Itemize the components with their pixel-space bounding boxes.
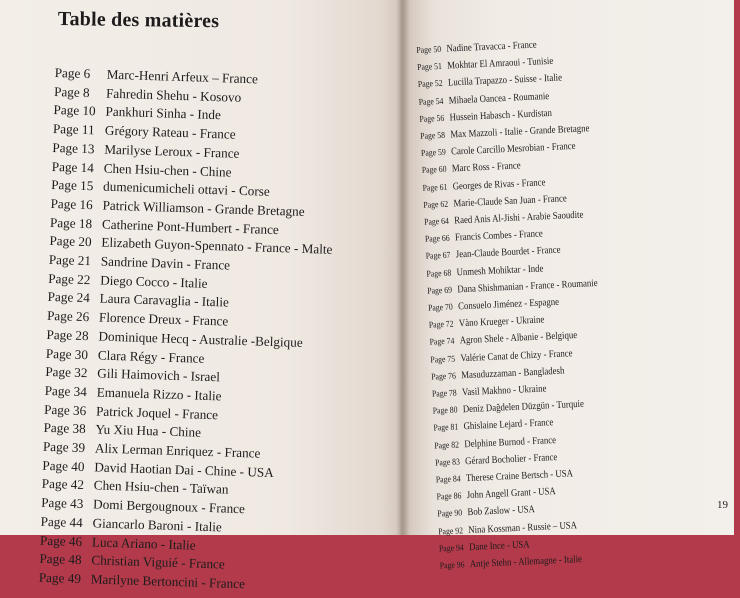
toc-entry-author: Valérie Canat de Chizy - France (460, 347, 573, 364)
toc-entry-author: Therese Craine Bertsch - USA (465, 468, 574, 485)
toc-entry-page: Page 69 (427, 284, 453, 296)
toc-entry-author: Emanuela Rizzo - Italie (96, 384, 222, 404)
toc-entry-page: Page 36 (43, 401, 87, 418)
toc-entry-author: Antje Stehn - Allemagne - Italie (469, 554, 583, 571)
toc-entry-page: Page 6 (54, 64, 91, 82)
toc-title: Table des matières (57, 8, 220, 33)
right-page (400, 0, 734, 571)
toc-entry-author: Patrick Joquel - France (95, 403, 219, 422)
toc-entry-author: Elizabeth Guyon-Spennato - France - Malte (101, 234, 333, 258)
toc-entry-page: Page 43 (40, 494, 84, 512)
toc-entry-author: Vasil Makhno - Ukraine (461, 383, 547, 399)
toc-entry-page: Page 74 (429, 336, 455, 348)
toc-entry-author: Patrick Williamson - Grande Bretagne (102, 197, 305, 219)
toc-entry-page: Page 70 (427, 301, 453, 313)
toc-entry-author: Georges de Rivas - France (452, 176, 546, 193)
toc-entry-page: Page 59 (420, 146, 446, 159)
toc-entry-author: Vàno Krueger - Ukraine (458, 314, 545, 330)
toc-left-list (39, 64, 385, 598)
toc-entry-page: Page 10 (53, 102, 96, 119)
toc-entry-author: Marc Ross - France (451, 160, 521, 175)
toc-entry-page: Page 28 (46, 326, 89, 344)
toc-entry-page: Page 76 (430, 370, 457, 382)
toc-entry-author: Mihaela Oancea - Roumanie (448, 90, 550, 107)
toc-entry-author: Marie-Claude San Juan - France (453, 193, 567, 210)
toc-entry-page: Page 90 (437, 507, 463, 519)
toc-entry-page: Page 86 (436, 490, 462, 502)
toc-entry-page: Page 49 (38, 569, 82, 587)
toc-entry-page: Page 56 (419, 112, 445, 124)
toc-entry-page: Page 48 (39, 551, 82, 568)
toc-entry-author: Yu Xiu Hua - Chine (95, 421, 202, 441)
toc-entry-author: Domi Bergougnoux - France (92, 496, 246, 517)
toc-entry-author: Alix Lerman Enriquez - France (94, 440, 261, 461)
toc-entry-author: Marc-Henri Arfeux – France (106, 66, 259, 87)
toc-entry-author: Bob Zaslow - USA (467, 504, 536, 519)
toc-entry-author: Clara Régy - France (97, 347, 205, 366)
toc-entry-page: Page 67 (425, 250, 451, 262)
toc-entry-author: Nina Kossman - Russie – USA (468, 519, 578, 536)
toc-entry-author: Luca Ariano - Italie (91, 533, 196, 553)
toc-entry-page: Page 15 (50, 177, 94, 194)
toc-entry-page: Page 20 (49, 233, 92, 250)
book-spine (396, 0, 410, 535)
toc-entry-author: Marilyse Leroux - France (104, 141, 240, 161)
toc-entry-author: Marilyne Bertoncini - France (90, 571, 246, 592)
toc-entry-author: Catherine Pont-Humbert - France (101, 216, 280, 237)
toc-entry-page: Page 83 (434, 456, 461, 468)
toc-entry-author: Unmesh Mohiktar - Inde (456, 263, 544, 279)
toc-right-list (416, 28, 740, 574)
toc-entry-author: Deniz Dağdelen Düzgün - Turquie (462, 399, 585, 416)
toc-entry-author: Ghislaine Lejard - France (463, 417, 554, 433)
toc-entry-author: Dominique Hecq - Australie -Belgique (98, 328, 303, 350)
page-number: 19 (717, 499, 728, 511)
toc-entry-author: Christian Viguié - France (91, 552, 225, 572)
toc-entry-author: Diego Cocco - Italie (100, 272, 208, 291)
toc-entry-author: Sandrine Davin - France (100, 253, 231, 273)
toc-entry-author: Lucilla Trapazzo - Suisse - Italie (447, 72, 563, 89)
toc-entry-author: Gili Haimovich - Israel (97, 365, 221, 385)
toc-entry-page: Page 18 (49, 214, 93, 231)
toc-entry-page: Page 66 (424, 232, 450, 245)
toc-entry-page: Page 82 (434, 439, 460, 451)
toc-entry-page: Page 94 (438, 542, 464, 554)
toc-entry-page: Page 42 (41, 476, 85, 493)
toc-entry-author: dumenicumicheli ottavi - Corse (102, 178, 270, 200)
toc-entry-author: Carole Carcillo Mesrobian - France (450, 141, 576, 158)
toc-entry-page: Page 40 (42, 457, 85, 474)
toc-entry-page: Page 8 (53, 83, 90, 100)
toc-entry-author: Dane Ince - USA (468, 539, 530, 553)
toc-entry-page: Page 68 (426, 267, 452, 279)
toc-entry-page: Page 44 (40, 513, 83, 530)
toc-entry-page: Page 58 (420, 129, 446, 141)
toc-entry-author: Mokhtar El Amraoui - Tunisie (446, 56, 554, 72)
toc-entry-author: Chen Hsiu-chen - Chine (103, 160, 232, 180)
toc-entry-page: Page 60 (421, 164, 447, 176)
toc-entry-page: Page 13 (52, 139, 95, 157)
toc-entry-page: Page 61 (422, 181, 448, 193)
toc-entry-page: Page 14 (51, 158, 95, 175)
toc-entry-page: Page 38 (43, 420, 86, 437)
toc-entry-page: Page 52 (417, 78, 443, 90)
toc-entry-author: Jean-Claude Bourdet - France (455, 245, 561, 261)
toc-entry-page: Page 16 (50, 195, 93, 213)
toc-entry-page: Page 34 (44, 382, 88, 400)
toc-entry-author: Hussein Habasch - Kurdistan (449, 107, 553, 124)
toc-entry-author: Fahredin Shehu - Kosovo (105, 85, 242, 105)
toc-entry-author: Chen Hsiu-chen - Taïwan (93, 477, 229, 498)
toc-entry-author: Consuelo Jiménez - Espagne (457, 296, 560, 313)
toc-entry-page: Page 26 (46, 308, 90, 325)
toc-entry-author: Giancarlo Baroni - Italie (92, 515, 223, 535)
toc-entry-author: Grégory Rateau - France (104, 122, 236, 142)
toc-entry-page: Page 92 (437, 525, 464, 537)
toc-entry-page: Page 78 (431, 387, 457, 399)
toc-entry-page: Page 46 (39, 532, 83, 549)
toc-entry-page: Page 21 (48, 251, 92, 269)
toc-entry-page: Page 75 (430, 353, 456, 365)
toc-entry-author: Dana Shishmanian - France - Roumanie (457, 277, 598, 296)
toc-entry-author: Laura Caravaglia - Italie (99, 290, 230, 311)
toc-entry-page: Page 51 (416, 61, 443, 73)
toc-entry-page: Page 30 (45, 345, 89, 362)
toc-entry-page: Page 72 (428, 318, 454, 330)
toc-entry-page: Page 62 (423, 198, 449, 210)
toc-entry-author: Max Mazzoli - Italie - Grande Bretagne (450, 123, 590, 141)
toc-entry-page: Page 32 (45, 364, 88, 381)
toc-entry-page: Page 80 (432, 404, 458, 416)
toc-entry-page: Page 96 (439, 559, 465, 571)
toc-entry-author: Pankhuri Sinha - Inde (105, 104, 222, 123)
toc-entry-page: Page 84 (435, 473, 461, 485)
toc-entry-author: Florence Dreux - France (98, 309, 229, 329)
toc-entry-page: Page 54 (418, 95, 444, 107)
toc-entry-page: Page 50 (416, 43, 442, 55)
toc-entry-author: Nadine Travacca - France (446, 39, 537, 55)
toc-entry-page: Page 64 (423, 215, 450, 227)
toc-entry-author: John Angell Grant - USA (466, 486, 556, 502)
toc-entry-page: Page 81 (433, 421, 459, 434)
toc-entry-author: Francis Combes - France (454, 228, 544, 244)
toc-entry-page: Page 39 (42, 438, 86, 456)
toc-entry-author: David Haotian Dai - Chine - USA (94, 459, 274, 480)
toc-entry-author: Masuduzzaman - Bangladesh (461, 365, 565, 382)
toc-entry-page: Page 24 (47, 289, 91, 306)
toc-entry-author: Agron Shele - Albanie - Belgique (459, 330, 578, 347)
toc-entry-author: Gérard Bocholier - France (464, 451, 558, 468)
toc-entry-author: Delphine Burnod - France (464, 434, 557, 450)
toc-entry-author: Raed Anis Al-Jishi - Arabie Saoudite (454, 209, 584, 227)
toc-entry-page: Page 11 (52, 121, 95, 138)
toc-entry-page: Page 22 (48, 270, 91, 287)
